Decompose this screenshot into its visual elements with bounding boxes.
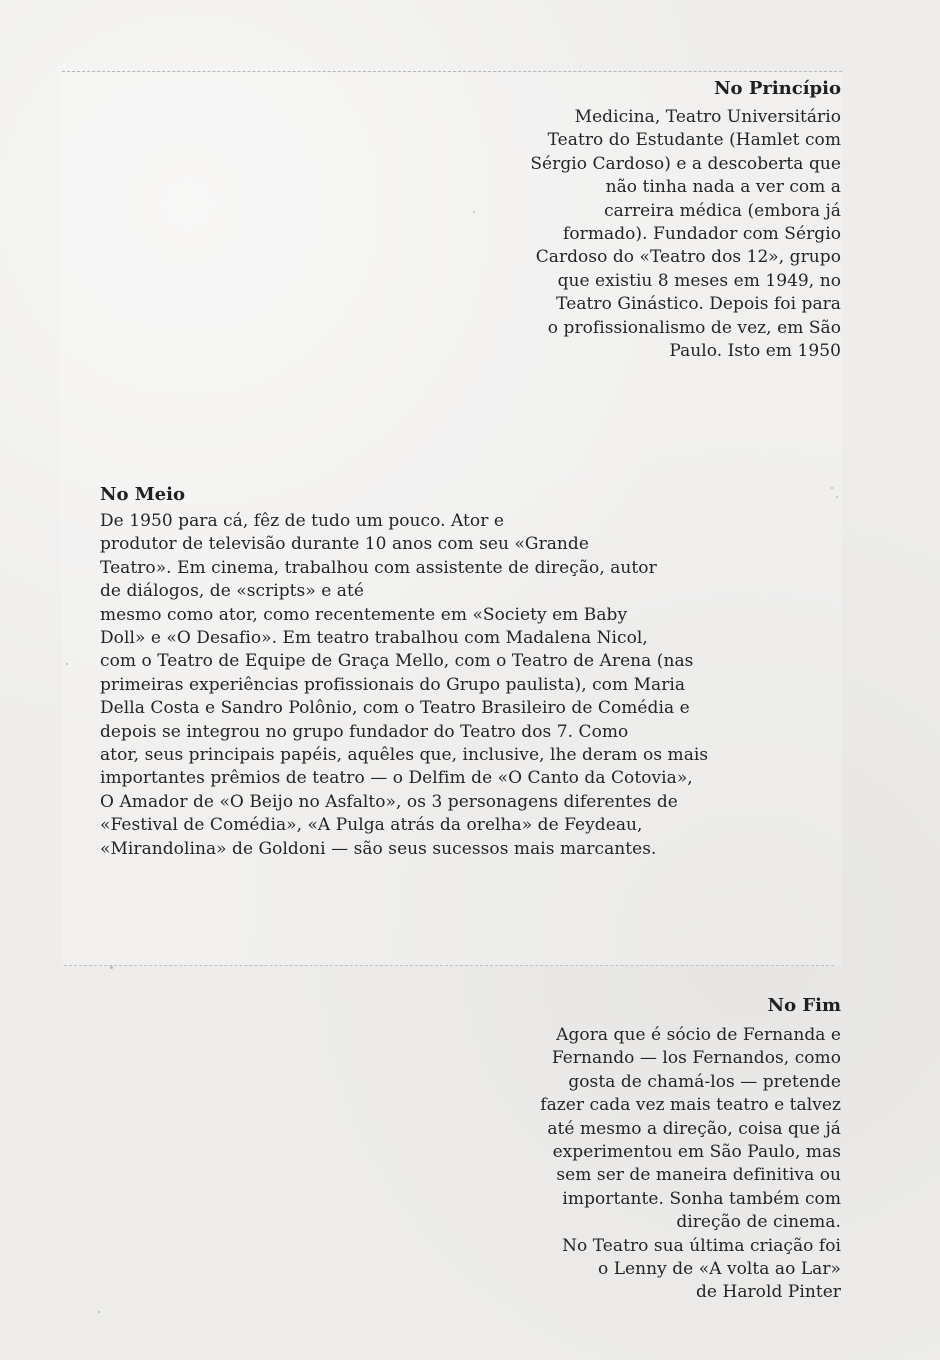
- section-text-fim: [463, 1024, 841, 1305]
- text-line: Sérgio Cardoso) e a descoberta que: [530, 153, 841, 174]
- text-line: direção de cinema.: [676, 1212, 841, 1233]
- section-title-principio: No Princípio: [714, 78, 841, 99]
- text-line: Teatro». Em cinema, trabalhou com assistente de direção, autor: [100, 557, 657, 578]
- text-line: experimentou em São Paulo, mas: [552, 1142, 841, 1163]
- text-line: ator, seus principais papéis, aquêles que, inclusive, lhe deram os mais: [100, 745, 709, 766]
- text-line: que existiu 8 meses em 1949, no: [557, 270, 841, 291]
- text-line: formado). Fundador com Sérgio: [563, 224, 841, 245]
- text-line: Doll» e «O Desafio». Em teatro trabalhou com Madalena Nicol,: [100, 628, 648, 649]
- text-line: sem ser de maneira definitiva ou: [556, 1165, 841, 1186]
- text-line: «Mirandolina» de Goldoni — são seus sucessos mais marcantes.: [100, 838, 657, 859]
- text-line: Teatro Ginástico. Depois foi para: [556, 294, 841, 315]
- text-line: produtor de televisão durante 10 anos com seu «Grande: [100, 534, 589, 555]
- bottom-divider: [64, 965, 834, 966]
- text-line: Fernando — los Fernandos, como: [551, 1048, 841, 1069]
- text-line: de Harold Pinter: [695, 1282, 841, 1303]
- text-line: Paulo. Isto em 1950: [669, 341, 841, 362]
- paper-speck: [473, 211, 475, 213]
- text-line: de diálogos, de «scripts» e até: [100, 581, 364, 602]
- section-title-fim: No Fim: [767, 995, 841, 1016]
- paper-speck: [836, 496, 838, 498]
- text-line: gosta de chamá-los — pretende: [568, 1071, 841, 1092]
- paper-speck: [66, 663, 68, 665]
- text-line: não tinha nada a ver com a: [605, 177, 841, 198]
- text-line: o profissionalismo de vez, em São: [547, 317, 841, 338]
- paper-speck: [831, 487, 833, 489]
- section-text-principio: [451, 106, 841, 363]
- text-line: primeiras experiências profissionais do Grupo paulista), com Maria: [100, 674, 686, 695]
- text-line: Agora que é sócio de Fernanda e: [556, 1025, 841, 1045]
- text-line: Della Costa e Sandro Polônio, com o Teatro Brasileiro de Comédia e: [100, 698, 690, 719]
- text-line: até mesmo a direção, coisa que já: [547, 1118, 841, 1139]
- text-line: O Amador de «O Beijo no Asfalto», os 3 personagens diferentes de: [100, 791, 678, 812]
- text-line: mesmo como ator, como recentemente em «Society em Baby: [100, 604, 628, 625]
- text-line: fazer cada vez mais teatro e talvez: [540, 1095, 841, 1116]
- text-line: com o Teatro de Equipe de Graça Mello, com o Teatro de Arena (nas: [100, 651, 694, 672]
- paper-speck: [110, 966, 113, 969]
- text-line: carreira médica (embora já: [604, 200, 841, 221]
- section-text-meio: [100, 510, 860, 861]
- text-line: Medicina, Teatro Universitário: [574, 107, 841, 127]
- text-line: Cardoso do «Teatro dos 12», grupo: [535, 247, 841, 268]
- text-line: «Festival de Comédia», «A Pulga atrás da orelha» de Feydeau,: [100, 815, 643, 836]
- text-line: o Lenny de «A volta ao Lar»: [597, 1259, 841, 1280]
- top-divider: [62, 71, 842, 72]
- section-title-meio: No Meio: [100, 484, 185, 505]
- text-line: depois se integrou no grupo fundador do Teatro dos 7. Como: [100, 721, 629, 742]
- text-line: De 1950 para cá, fêz de tudo um pouco. Ator e: [100, 511, 504, 531]
- text-line: importantes prêmios de teatro — o Delfim de «O Canto da Cotovia»,: [100, 768, 693, 789]
- text-line: Teatro do Estudante (Hamlet com: [547, 130, 841, 151]
- text-line: importante. Sonha também com: [562, 1188, 841, 1209]
- text-line: No Teatro sua última criação foi: [562, 1235, 841, 1256]
- paper-speck: [98, 1311, 100, 1313]
